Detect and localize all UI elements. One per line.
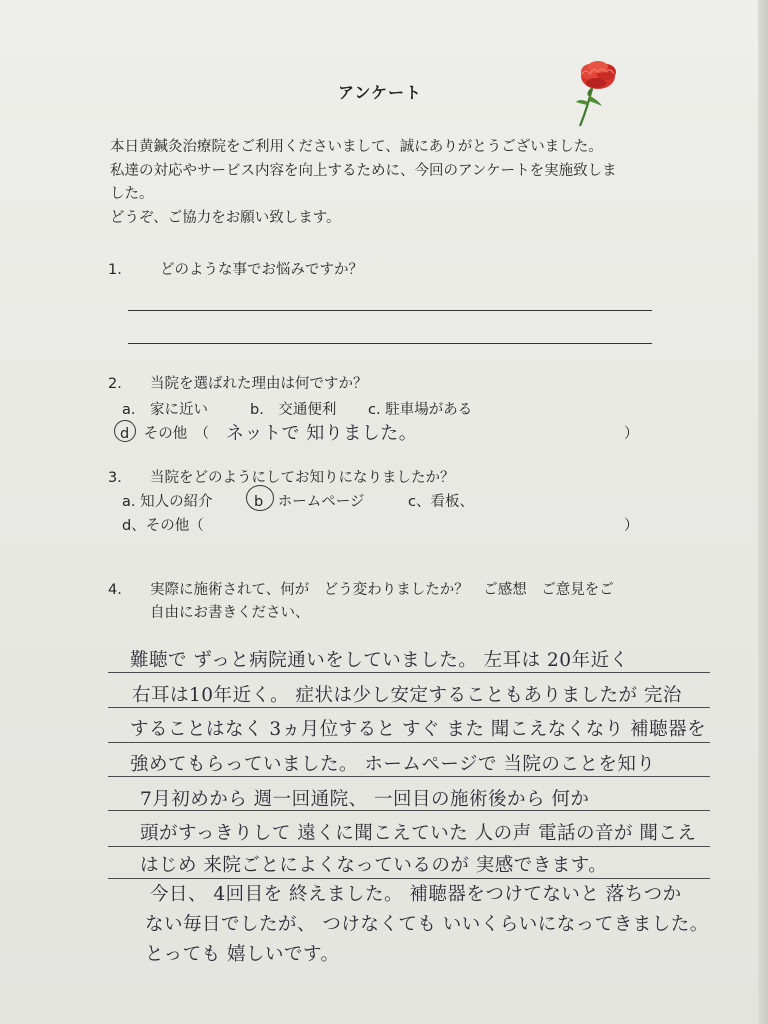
q3-close-paren: ） <box>624 518 639 534</box>
q2-option-d[interactable]: d その他 （ <box>120 426 209 442</box>
q2-option-c[interactable]: c. 駐車場がある <box>368 402 473 418</box>
q3-option-a[interactable]: a. 知人の紹介 <box>122 494 213 510</box>
q3-number: 3． <box>108 470 132 486</box>
q4-answer-rule <box>108 776 710 777</box>
q2-close-paren: ） <box>624 426 639 442</box>
q3-option-c[interactable]: c、看板、 <box>408 494 474 510</box>
q2-other-answer[interactable]: ネットで 知りました。 <box>226 423 418 444</box>
q4-number: 4． <box>108 582 132 598</box>
paper-edge <box>758 0 768 1024</box>
q4-answer-rule <box>108 846 710 847</box>
q4-answer-rule <box>108 878 710 879</box>
q4-answer-rule <box>108 742 710 743</box>
q4-answer-line[interactable]: 頭がすっきりして 遠くに聞こえていた 人の声 電話の音が 聞こえ <box>140 823 697 844</box>
q3-text: 当院をどのようにしてお知りになりましたか？ <box>150 470 455 486</box>
q4-answer-line[interactable]: 7月初めから 週一回通院、 一回目の施術後から 何か <box>140 789 590 810</box>
page-title: アンケート <box>337 83 423 102</box>
q4-text-line: 自由にお書きください、 <box>150 605 310 621</box>
q2-text: 当院を選ばれた理由は何ですか？ <box>150 376 368 392</box>
q4-answer-line[interactable]: ない毎日でしたが、 つけなくても いいくらいになってきました。 <box>145 914 709 935</box>
q1-answer-line[interactable] <box>128 310 652 311</box>
q4-answer-line[interactable]: とっても 嬉しいです。 <box>145 944 340 965</box>
intro-line: 私達の対応やサービス内容を向上するために、今回のアンケートを実施致しま <box>110 162 617 179</box>
q1-answer-line[interactable] <box>128 343 652 344</box>
q4-answer-line[interactable]: 強めてもらっていました。 ホームページで 当院のことを知り <box>130 754 656 775</box>
q2-option-b[interactable]: b. 交通便利 <box>250 402 337 418</box>
q2-number: 2． <box>108 376 132 392</box>
q3-option-d[interactable]: d、その他（ <box>122 518 204 534</box>
q1-number: 1． <box>108 262 132 278</box>
q4-answer-line[interactable]: 右耳は10年近く。 症状は少し安定することもありましたが 完治 <box>132 685 682 706</box>
q3-option-b[interactable]: b ホームページ <box>254 494 365 510</box>
q4-answer-line[interactable]: することはなく 3ヵ月位すると すぐ また 聞こえなくなり 補聴器を <box>130 719 707 740</box>
intro-line: どうぞ、ご協力をお願い致します。 <box>110 209 341 226</box>
q1-text: どのような事でお悩みですか？ <box>160 262 363 278</box>
intro-line: した。 <box>110 186 154 202</box>
q4-answer-line[interactable]: 今日、 4回目を 終えました。 補聴器をつけてないと 落ちつか <box>150 884 682 905</box>
carnation-icon <box>568 58 624 128</box>
q4-text-line: 実際に施術されて、何が どう変わりましたか？ ご感想 ご意見をご <box>150 582 614 598</box>
q2-option-a[interactable]: a. 家に近い <box>122 402 208 418</box>
intro-line: 本日黄鍼灸治療院をご利用くださいまして、誠にありがとうございました。 <box>110 139 603 155</box>
q4-answer-rule <box>108 672 710 673</box>
q4-answer-line[interactable]: はじめ 来院ごとによくなっているのが 実感できます。 <box>140 855 608 876</box>
q4-answer-rule <box>108 707 710 708</box>
q4-answer-line[interactable]: 難聴で ずっと病院通いをしていました。 左耳は 20年近く <box>130 650 629 671</box>
intro-paragraph <box>110 136 670 230</box>
